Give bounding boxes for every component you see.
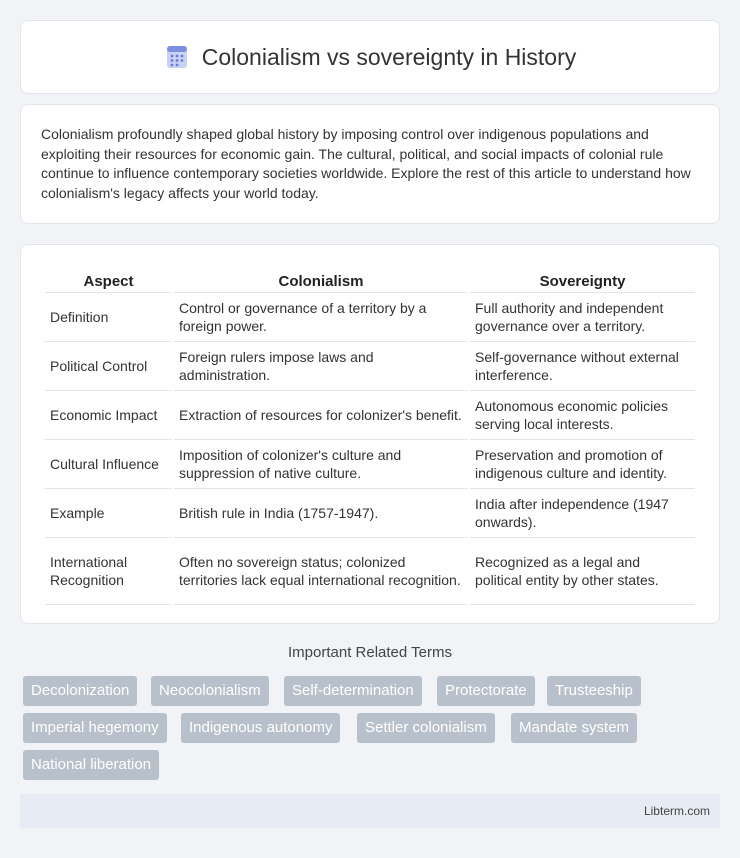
table-cell: Imposition of colonizer's culture and suppression of native culture. [174,440,468,489]
table-cell: Definition [45,293,172,342]
tag-protectorate[interactable]: Protectorate [437,676,535,706]
footer-site-link[interactable]: Libterm.com [643,804,710,818]
tag-imperial-hegemony[interactable]: Imperial hegemony [23,713,167,743]
column-header-sovereignty: Sovereignty [470,263,695,293]
column-header-colonialism: Colonialism [174,263,468,293]
document-grid-icon [164,44,190,70]
table-cell: Control or governance of a territory by a foreign power. [174,293,468,342]
table-cell: Autonomous economic policies serving local interests. [470,391,695,440]
table-cell: Recognized as a legal and political entity by other states. [470,538,695,605]
tag-settler-colonialism[interactable]: Settler colonialism [357,713,495,743]
table-cell: India after independence (1947 onwards). [470,489,695,538]
table-cell: Self-governance without external interference. [470,342,695,391]
table-cell: Example [45,489,172,538]
tag-trusteeship[interactable]: Trusteeship [547,676,641,706]
table-cell: Extraction of resources for colonizer's benefit. [174,391,468,440]
table-cell: British rule in India (1757-1947). [174,489,468,538]
table-row [45,342,695,391]
page-title: Colonialism vs sovereignty in History [201,43,577,70]
header-card [20,20,720,94]
related-terms-title: Important Related Terms [288,644,452,661]
table-row [45,489,695,538]
table-cell: Economic Impact [45,391,172,440]
tag-neocolonialism[interactable]: Neocolonialism [151,676,269,706]
table-cell: Political Control [45,342,172,391]
intro-card [20,104,720,224]
tag-decolonization[interactable]: Decolonization [23,676,137,706]
table-cell: Preservation and promotion of indigenous culture and identity. [470,440,695,489]
table-cell: Cultural Influence [45,440,172,489]
table-row [45,538,695,605]
column-header-aspect: Aspect [45,263,172,293]
footer [20,794,720,828]
intro-paragraph: Colonialism profoundly shaped global history by imposing control over indigenous populations and exploiting their resources for economic gain. The cultural, political, and social impacts of colonial rule continue to influence contemporary societies worldwide. Explore the rest of this article to understand how colonialism's legacy affects your world today. [41,126,691,201]
table-cell: Foreign rulers impose laws and administration. [174,342,468,391]
comparison-table [43,263,697,605]
table-row [45,293,695,342]
table-cell: International Recognition [45,538,172,605]
tag-mandate-system[interactable]: Mandate system [511,713,637,743]
tag-national-liberation[interactable]: National liberation [23,750,159,780]
table-row [45,391,695,440]
table-cell: Often no sovereign status; colonized territories lack equal international recognition. [174,538,468,605]
table-cell: Full authority and independent governance over a territory. [470,293,695,342]
comparison-table-card [20,244,720,624]
tag-indigenous-autonomy[interactable]: Indigenous autonomy [181,713,340,743]
table-row [45,440,695,489]
tag-self-determination[interactable]: Self-determination [284,676,422,706]
